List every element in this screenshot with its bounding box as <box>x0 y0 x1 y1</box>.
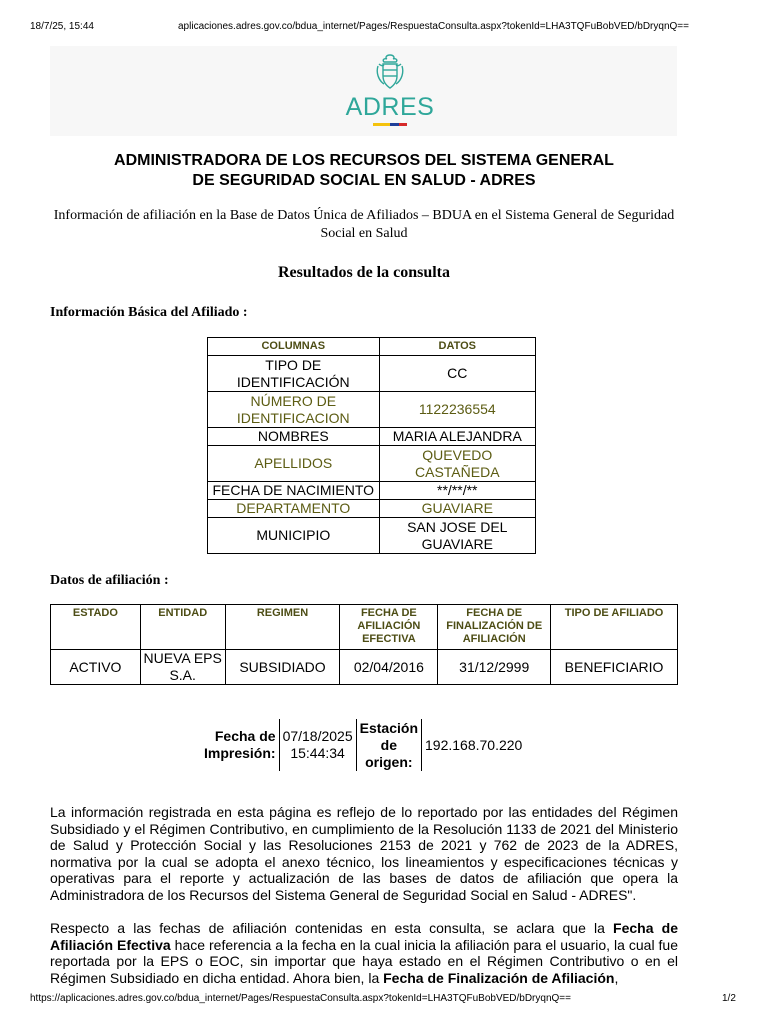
row-label: NÚMERO DE IDENTIFICACION <box>208 392 380 428</box>
table-row <box>208 518 536 554</box>
adres-wordmark: ADRES <box>345 93 435 121</box>
table-row <box>208 446 536 482</box>
page-subtitle: Información de afiliación en la Base de Datos Única de Afiliados – BDUA en el Sistema General de Seguridad Social en Salud <box>53 208 675 241</box>
station-label: Estación de origen: <box>356 719 421 771</box>
status-cell: ACTIVO <box>51 650 141 685</box>
paragraph-bold-term: Fecha de Finalización de Afiliación <box>383 969 615 986</box>
table-header-row <box>51 605 678 650</box>
basic-info-table <box>207 337 536 554</box>
row-value: MARIA ALEJANDRA <box>379 428 535 446</box>
row-value: CC <box>379 356 535 392</box>
page-number: 1/2 <box>722 993 736 1004</box>
table-row <box>208 482 536 500</box>
end-date-cell: 31/12/2999 <box>438 650 551 685</box>
results-heading: Resultados de la consulta <box>277 264 451 281</box>
table-row <box>51 650 678 685</box>
table-row <box>208 428 536 446</box>
table-row <box>208 356 536 392</box>
paragraph-text: hace referencia a la fecha en la cual inicia la afiliación para el usuario, la cual fue reportada por la EPS o EOC, sin importar que haya estado en el Régimen Contributivo o en el Régimen Subsidiado en dicha entidad. Ahora bien, la <box>50 936 679 986</box>
table-row <box>208 392 536 428</box>
page-title <box>0 151 728 191</box>
column-header: ESTADO <box>51 605 141 650</box>
table-header-row <box>208 338 536 356</box>
dates-clarification-paragraph <box>50 920 678 986</box>
page-title-line2: DE SEGURIDAD SOCIAL EN SALUD - ADRES <box>192 172 536 189</box>
colombia-flag-stripe <box>373 123 407 126</box>
column-header: COLUMNAS <box>208 338 380 356</box>
row-label: DEPARTAMENTO <box>208 500 380 518</box>
print-info-table <box>201 719 532 771</box>
row-value: 1122236554 <box>379 392 535 428</box>
paragraph-text: Respecto a las fechas de afiliación contenidas en esta consulta, se aclara que la <box>50 920 614 936</box>
row-label: NOMBRES <box>208 428 380 446</box>
page-title-line1: ADMINISTRADORA DE LOS RECURSOS DEL SISTEMA GENERAL <box>114 152 614 169</box>
table-row <box>208 500 536 518</box>
column-header: FECHA DE AFILIACIÓN EFECTIVA <box>340 605 438 650</box>
column-header: TIPO DE AFILIADO <box>551 605 678 650</box>
entity-cell: NUEVA EPS S.A. <box>140 650 225 685</box>
footer-url: https://aplicaciones.adres.gov.co/bdua_internet/Pages/RespuestaConsulta.aspx?tokenId=LHA3TQFuBobVED/bDryqnQ== <box>30 993 571 1004</box>
basic-info-heading: Información Básica del Afiliado : <box>50 305 248 320</box>
logo-banner <box>50 46 677 136</box>
row-label: MUNICIPIO <box>208 518 380 554</box>
row-value: GUAVIARE <box>379 500 535 518</box>
row-value: QUEVEDO CASTAÑEDA <box>379 446 535 482</box>
column-header: DATOS <box>379 338 535 356</box>
print-date-value: 07/18/2025 15:44:34 <box>279 719 356 771</box>
row-value: SAN JOSE DEL GUAVIARE <box>379 518 535 554</box>
disclaimer-paragraph: La información registrada en esta página es reflejo de lo reportado por las entidades del Régimen Subsidiado y el Régimen Contributivo, en cumplimiento de la Resolución 1133 de 2021 del Ministerio de Salud y Protección Social y las Resoluciones 2153 de 2021 y 762 de 2023 de la ADRES, normativa por la cual se adopta el anexo técnico, los lineamientos y especificaciones técnicas y operativas para el reporte y actualización de las bases de datos de afiliación que opera la Administradora de los Recursos del Sistema General de Seguridad Social en Salud - ADRES". <box>50 804 678 903</box>
column-header: REGIMEN <box>225 605 340 650</box>
print-url: aplicaciones.adres.gov.co/bdua_internet/Pages/RespuestaConsulta.aspx?tokenId=LHA3TQFuBobVED/bDryqnQ== <box>178 21 689 32</box>
column-header: ENTIDAD <box>140 605 225 650</box>
affiliation-heading: Datos de afiliación : <box>50 573 169 588</box>
affiliation-table <box>50 604 678 685</box>
column-header: FECHA DE FINALIZACIÓN DE AFILIACIÓN <box>438 605 551 650</box>
effective-date-cell: 02/04/2016 <box>340 650 438 685</box>
row-label: APELLIDOS <box>208 446 380 482</box>
paragraph-bold-term: Fecha de Afiliación Efectiva <box>50 920 678 953</box>
row-label: TIPO DE IDENTIFICACIÓN <box>208 356 380 392</box>
affiliate-type-cell: BENEFICIARIO <box>551 650 678 685</box>
coat-of-arms-icon <box>370 52 410 92</box>
row-label: FECHA DE NACIMIENTO <box>208 482 380 500</box>
regime-cell: SUBSIDIADO <box>225 650 340 685</box>
print-date: 18/7/25, 15:44 <box>30 21 94 32</box>
station-value: 192.168.70.220 <box>422 719 532 771</box>
adres-logo <box>340 52 440 132</box>
row-value: **/**/** <box>379 482 535 500</box>
print-date-label: Fecha de Impresión: <box>204 728 276 761</box>
paragraph-text: , <box>614 969 619 986</box>
